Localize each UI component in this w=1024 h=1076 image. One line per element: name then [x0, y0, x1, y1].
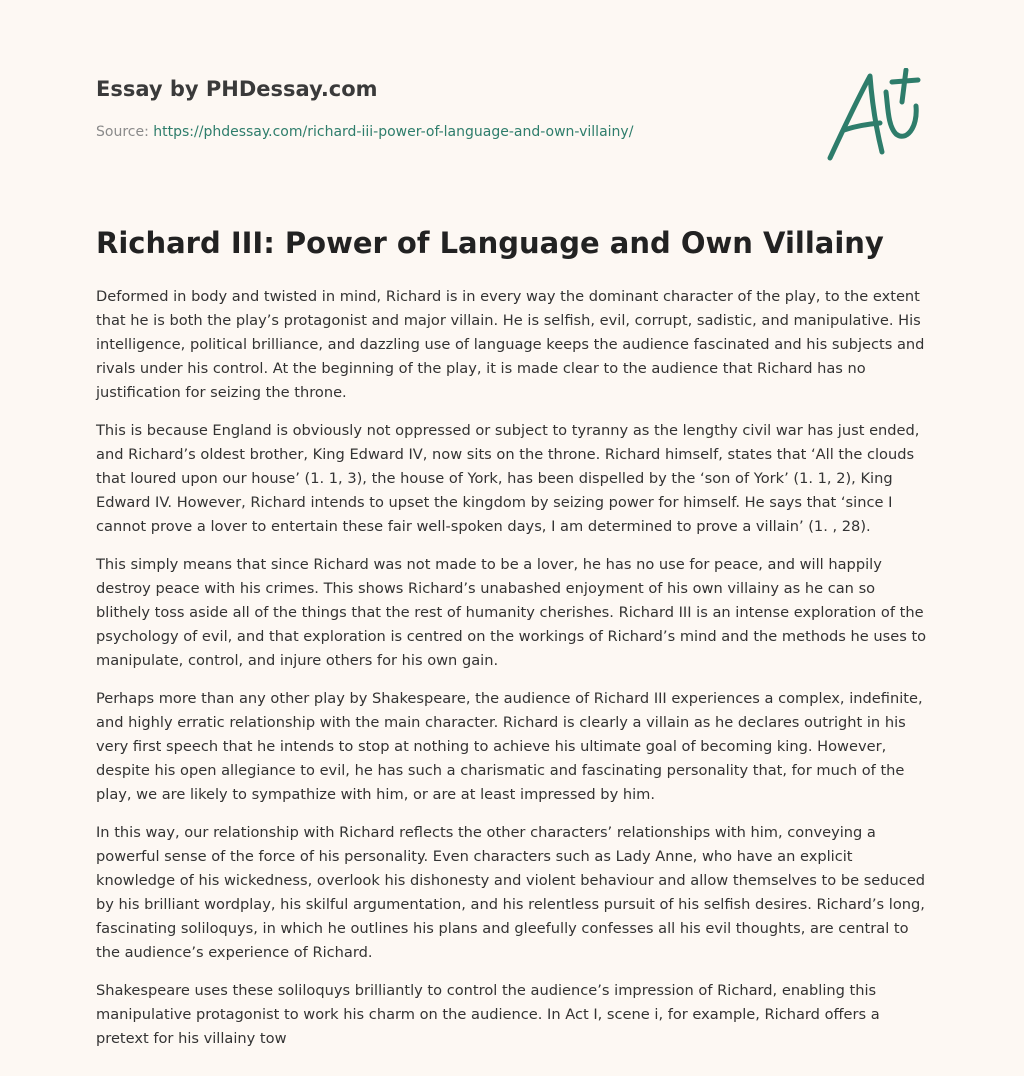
site-brand: Essay by PHDessay.com [96, 77, 378, 101]
a-plus-grade-icon [826, 68, 928, 164]
source-line [96, 124, 633, 140]
essay-body [96, 285, 928, 1065]
source-link[interactable]: https://phdessay.com/richard-iii-power-of-language-and-own-villainy/ [153, 124, 634, 140]
essay-paragraph: Perhaps more than any other play by Shakespeare, the audience of Richard III experiences a complex, indefinite, and highly erratic relationship with the main character. Richard is clearly a villain as he declares outright in his very first speech that he intends to stop at nothing to achieve his ultimate goal of becoming king. However, despite his open allegiance to evil, he has such a charismatic and fascinating personality that, for much of the play, we are likely to sympathize with him, or are at least impressed by him. [96, 690, 923, 803]
essay-paragraph: In this way, our relationship with Richard reflects the other characters’ relationships with him, conveying a powerful sense of the force of his personality. Even characters such as Lady Anne, who have an explicit knowledge of his wickedness, overlook his dishonesty and violent behaviour and allow themselves to be seduced by his brilliant wordplay, his skilful argumentation, and his relentless pursuit of his selfish desires. Richard’s long, fascinating soliloquys, in which he outlines his plans and gleefully confesses all his evil thoughts, are central to the audience’s experience of Richard. [96, 824, 926, 961]
essay-paragraph: Deformed in body and twisted in mind, Richard is in every way the dominant character of the play, to the extent that he is both the play’s protagonist and major villain. He is selfish, evil, corrupt, sadistic, and manipulative. His intelligence, political brilliance, and dazzling use of language keeps the audience fascinated and his subjects and rivals under his control. At the beginning of the play, it is made clear to the audience that Richard has no justification for seizing the throne. [96, 288, 925, 401]
source-label: Source: [96, 124, 154, 140]
essay-paragraph: This simply means that since Richard was not made to be a lover, he has no use for peace, and will happily destroy peace with his crimes. This shows Richard’s unabashed enjoyment of his own villainy as he can so blithely toss aside all of the things that the rest of humanity cherishes. Richard III is an intense exploration of the psychology of evil, and that exploration is centred on the workings of Richard’s mind and the methods he uses to manipulate, control, and injure others for his own gain. [96, 556, 927, 669]
essay-paragraph: This is because England is obviously not oppressed or subject to tyranny as the lengthy civil war has just ended, and Richard’s oldest brother, King Edward IV, now sits on the throne. Richard himself, states that ‘All the clouds that loured upon our house’ (1. 1, 3), the house of York, has been dispelled by the ‘son of York’ (1. 1, 2), King Edward IV. However, Richard intends to upset the kingdom by seizing power for himself. He says that ‘since I cannot prove a lover to entertain these fair well-spoken days, I am determined to prove a villain’ (1. , 28). [96, 422, 920, 535]
essay-page [96, 0, 928, 1076]
essay-title: Richard III: Power of Language and Own Villainy [96, 226, 884, 260]
essay-paragraph: Shakespeare uses these soliloquys brilliantly to control the audience’s impression of Richard, enabling this manipulative protagonist to work his charm on the audience. In Act I, scene i, for example, Richard offers a pretext for his villainy tow [96, 982, 880, 1047]
